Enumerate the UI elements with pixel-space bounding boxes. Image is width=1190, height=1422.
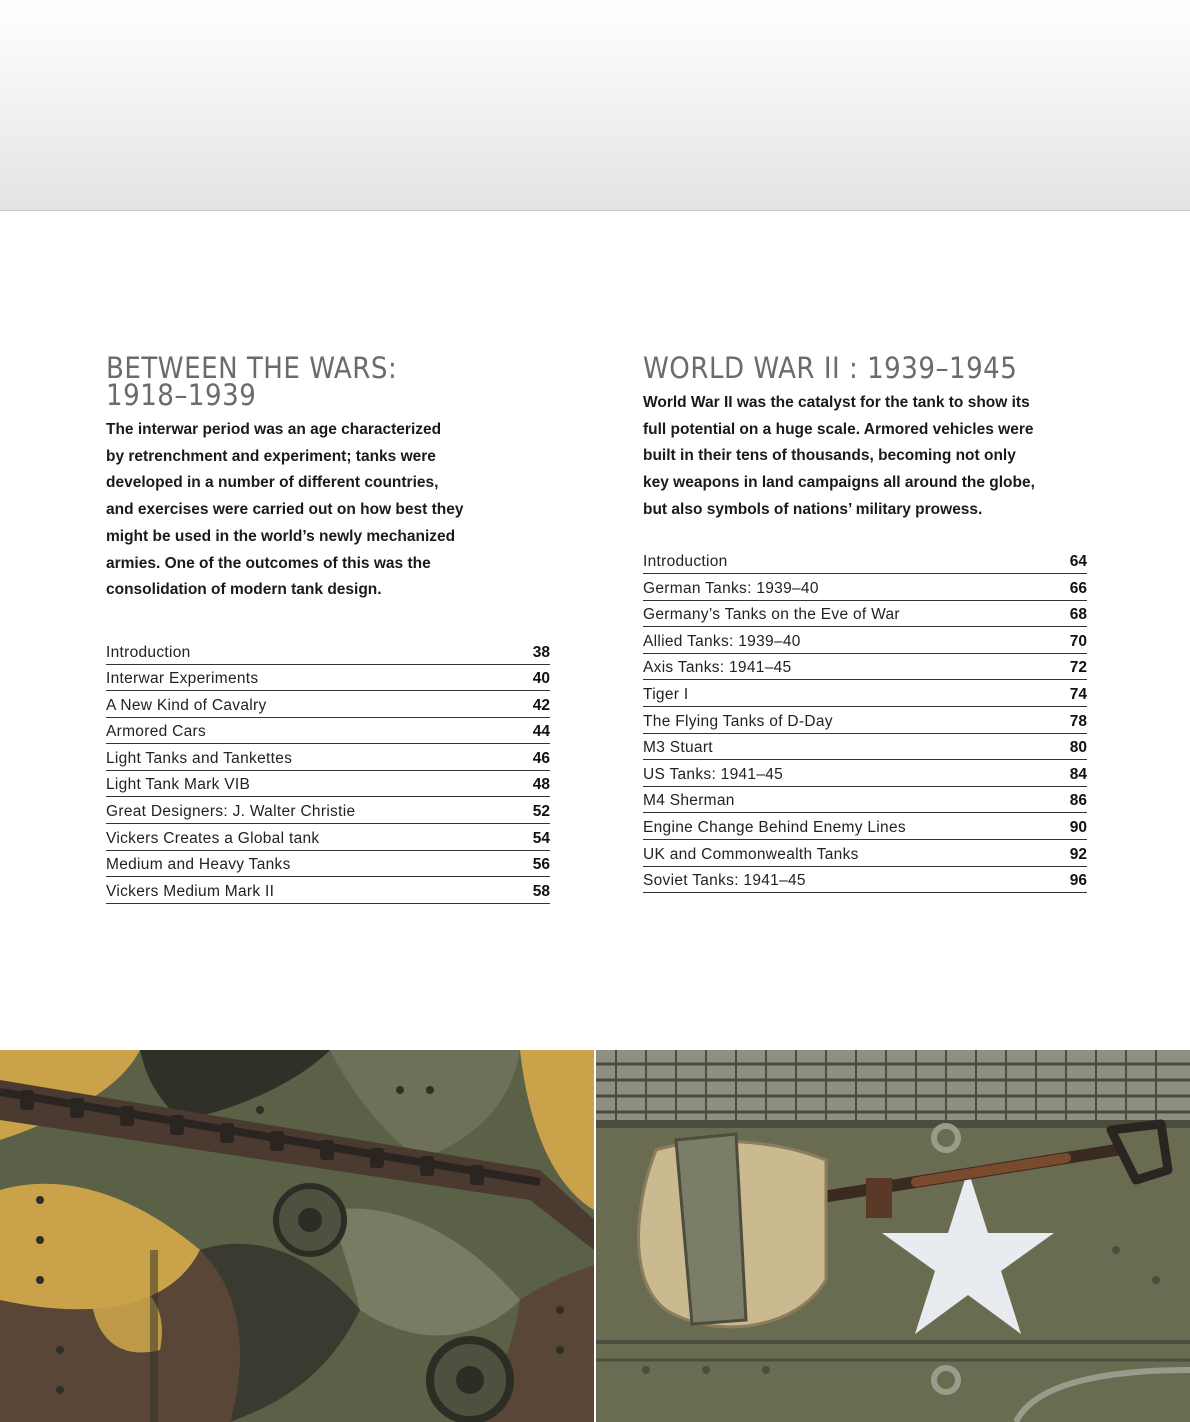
intro-line: World War II was the catalyst for the tank to show its	[643, 394, 1030, 411]
toc-entry-title: Allied Tanks: 1939–40	[643, 632, 801, 650]
toc-entry[interactable]	[643, 787, 1087, 814]
toc-page-number: 90	[1069, 819, 1087, 837]
toc-page-number: 92	[1069, 845, 1087, 863]
toc-page-number: 84	[1069, 765, 1087, 783]
toc-page-number: 78	[1069, 712, 1087, 730]
toc-entry-title: Vickers Creates a Global tank	[106, 829, 320, 847]
toc-entry[interactable]	[643, 867, 1087, 894]
toc-entry-title: M3 Stuart	[643, 739, 713, 757]
toc-entry[interactable]	[106, 665, 550, 692]
table-of-contents	[106, 638, 550, 904]
toc-entry[interactable]	[643, 680, 1087, 707]
toc-entry[interactable]	[106, 638, 550, 665]
toc-page-number: 54	[532, 829, 550, 847]
camouflage-tank-hull-photo	[0, 1050, 594, 1422]
section-title	[643, 351, 1087, 385]
toc-entry[interactable]	[106, 797, 550, 824]
table-of-contents	[643, 548, 1087, 894]
top-gradient-band	[0, 0, 1190, 211]
intro-line: and exercises were carried out on how best they	[106, 501, 464, 519]
intro-line: might be used in the world’s newly mechanized	[106, 527, 456, 545]
between-the-wars-section	[106, 351, 550, 904]
toc-entry-title: Medium and Heavy Tanks	[106, 856, 291, 874]
toc-entry-title: UK and Commonwealth Tanks	[643, 845, 859, 863]
toc-page-number: 68	[1069, 606, 1087, 624]
toc-entry-title: The Flying Tanks of D-Day	[643, 712, 833, 730]
toc-page-number: 74	[1069, 686, 1087, 704]
tank-shovel-star-photo	[596, 1050, 1190, 1422]
toc-page-number: 44	[532, 723, 550, 741]
toc-page-number: 48	[532, 776, 550, 794]
title-line: BETWEEN THE WARS:	[106, 351, 398, 385]
intro-line: built in their tens of thousands, becoming not only	[643, 447, 1016, 465]
toc-entry-title: Vickers Medium Mark II	[106, 882, 275, 900]
intro-line: developed in a number of different countries,	[106, 474, 439, 492]
toc-entry-title: US Tanks: 1941–45	[643, 765, 784, 783]
toc-page-number: 80	[1069, 739, 1087, 757]
toc-entry[interactable]	[643, 654, 1087, 681]
toc-page-number: 64	[1069, 553, 1087, 571]
intro-line: by retrenchment and experiment; tanks were	[106, 447, 436, 465]
toc-entry[interactable]	[106, 744, 550, 771]
toc-entry-title: Introduction	[643, 553, 728, 571]
world-war-ii-section	[643, 351, 1087, 893]
toc-entry-title: Light Tank Mark VIB	[106, 776, 251, 794]
toc-entry-title: A New Kind of Cavalry	[106, 696, 267, 714]
toc-entry[interactable]	[643, 734, 1087, 761]
toc-entry[interactable]	[643, 627, 1087, 654]
title-line: WORLD WAR II : 1939–1945	[643, 351, 1018, 385]
section-title	[106, 351, 550, 412]
toc-entry[interactable]	[106, 691, 550, 718]
toc-page-number: 42	[532, 696, 550, 714]
toc-page-number: 38	[532, 643, 550, 661]
toc-page-number: 56	[532, 856, 550, 874]
toc-entry-title: Light Tanks and Tankettes	[106, 749, 293, 767]
toc-page-number: 96	[1069, 872, 1087, 890]
toc-entry-title: Tiger I	[643, 686, 689, 704]
toc-page-number: 72	[1069, 659, 1087, 677]
toc-entry[interactable]	[643, 840, 1087, 867]
toc-entry[interactable]	[643, 601, 1087, 628]
toc-page-number: 52	[532, 803, 550, 821]
toc-entry-title: Great Designers: J. Walter Christie	[106, 803, 356, 821]
toc-entry-title: Germany’s Tanks on the Eve of War	[643, 606, 900, 624]
toc-page-number: 40	[532, 670, 550, 688]
toc-entry-title: Soviet Tanks: 1941–45	[643, 872, 806, 890]
toc-entry[interactable]	[643, 760, 1087, 787]
intro-line: consolidation of modern tank design.	[106, 581, 382, 599]
toc-entry-title: Armored Cars	[106, 723, 207, 741]
toc-entry[interactable]	[106, 851, 550, 878]
toc-entry[interactable]	[106, 877, 550, 904]
toc-entry-title: Engine Change Behind Enemy Lines	[643, 819, 906, 837]
toc-entry[interactable]	[643, 574, 1087, 601]
toc-page-number: 46	[532, 749, 550, 767]
toc-page-number: 58	[532, 882, 550, 900]
toc-entry-title: Interwar Experiments	[106, 670, 259, 688]
toc-entry[interactable]	[106, 771, 550, 798]
toc-entry[interactable]	[106, 718, 550, 745]
toc-entry-title: German Tanks: 1939–40	[643, 579, 819, 597]
intro-line: full potential on a huge scale. Armored vehicles were	[643, 420, 1034, 438]
toc-entry-title: Axis Tanks: 1941–45	[643, 659, 792, 677]
toc-entry-title: Introduction	[106, 643, 191, 661]
intro-line: but also symbols of nations’ military prowess.	[643, 500, 983, 518]
toc-page-number: 70	[1069, 632, 1087, 650]
intro-line: key weapons in land campaigns all around the globe,	[643, 474, 1035, 492]
toc-entry[interactable]	[106, 824, 550, 851]
intro-line: armies. One of the outcomes of this was the	[106, 554, 431, 572]
title-line: 1918–1939	[106, 378, 257, 412]
toc-entry[interactable]	[643, 813, 1087, 840]
toc-page-number: 66	[1069, 579, 1087, 597]
intro-line: The interwar period was an age characterized	[106, 421, 442, 438]
section-intro	[106, 417, 550, 604]
toc-entry-title: M4 Sherman	[643, 792, 735, 810]
toc-page-number: 86	[1069, 792, 1087, 810]
toc-entry[interactable]	[643, 707, 1087, 734]
toc-entry[interactable]	[643, 548, 1087, 575]
section-intro	[643, 390, 1087, 524]
